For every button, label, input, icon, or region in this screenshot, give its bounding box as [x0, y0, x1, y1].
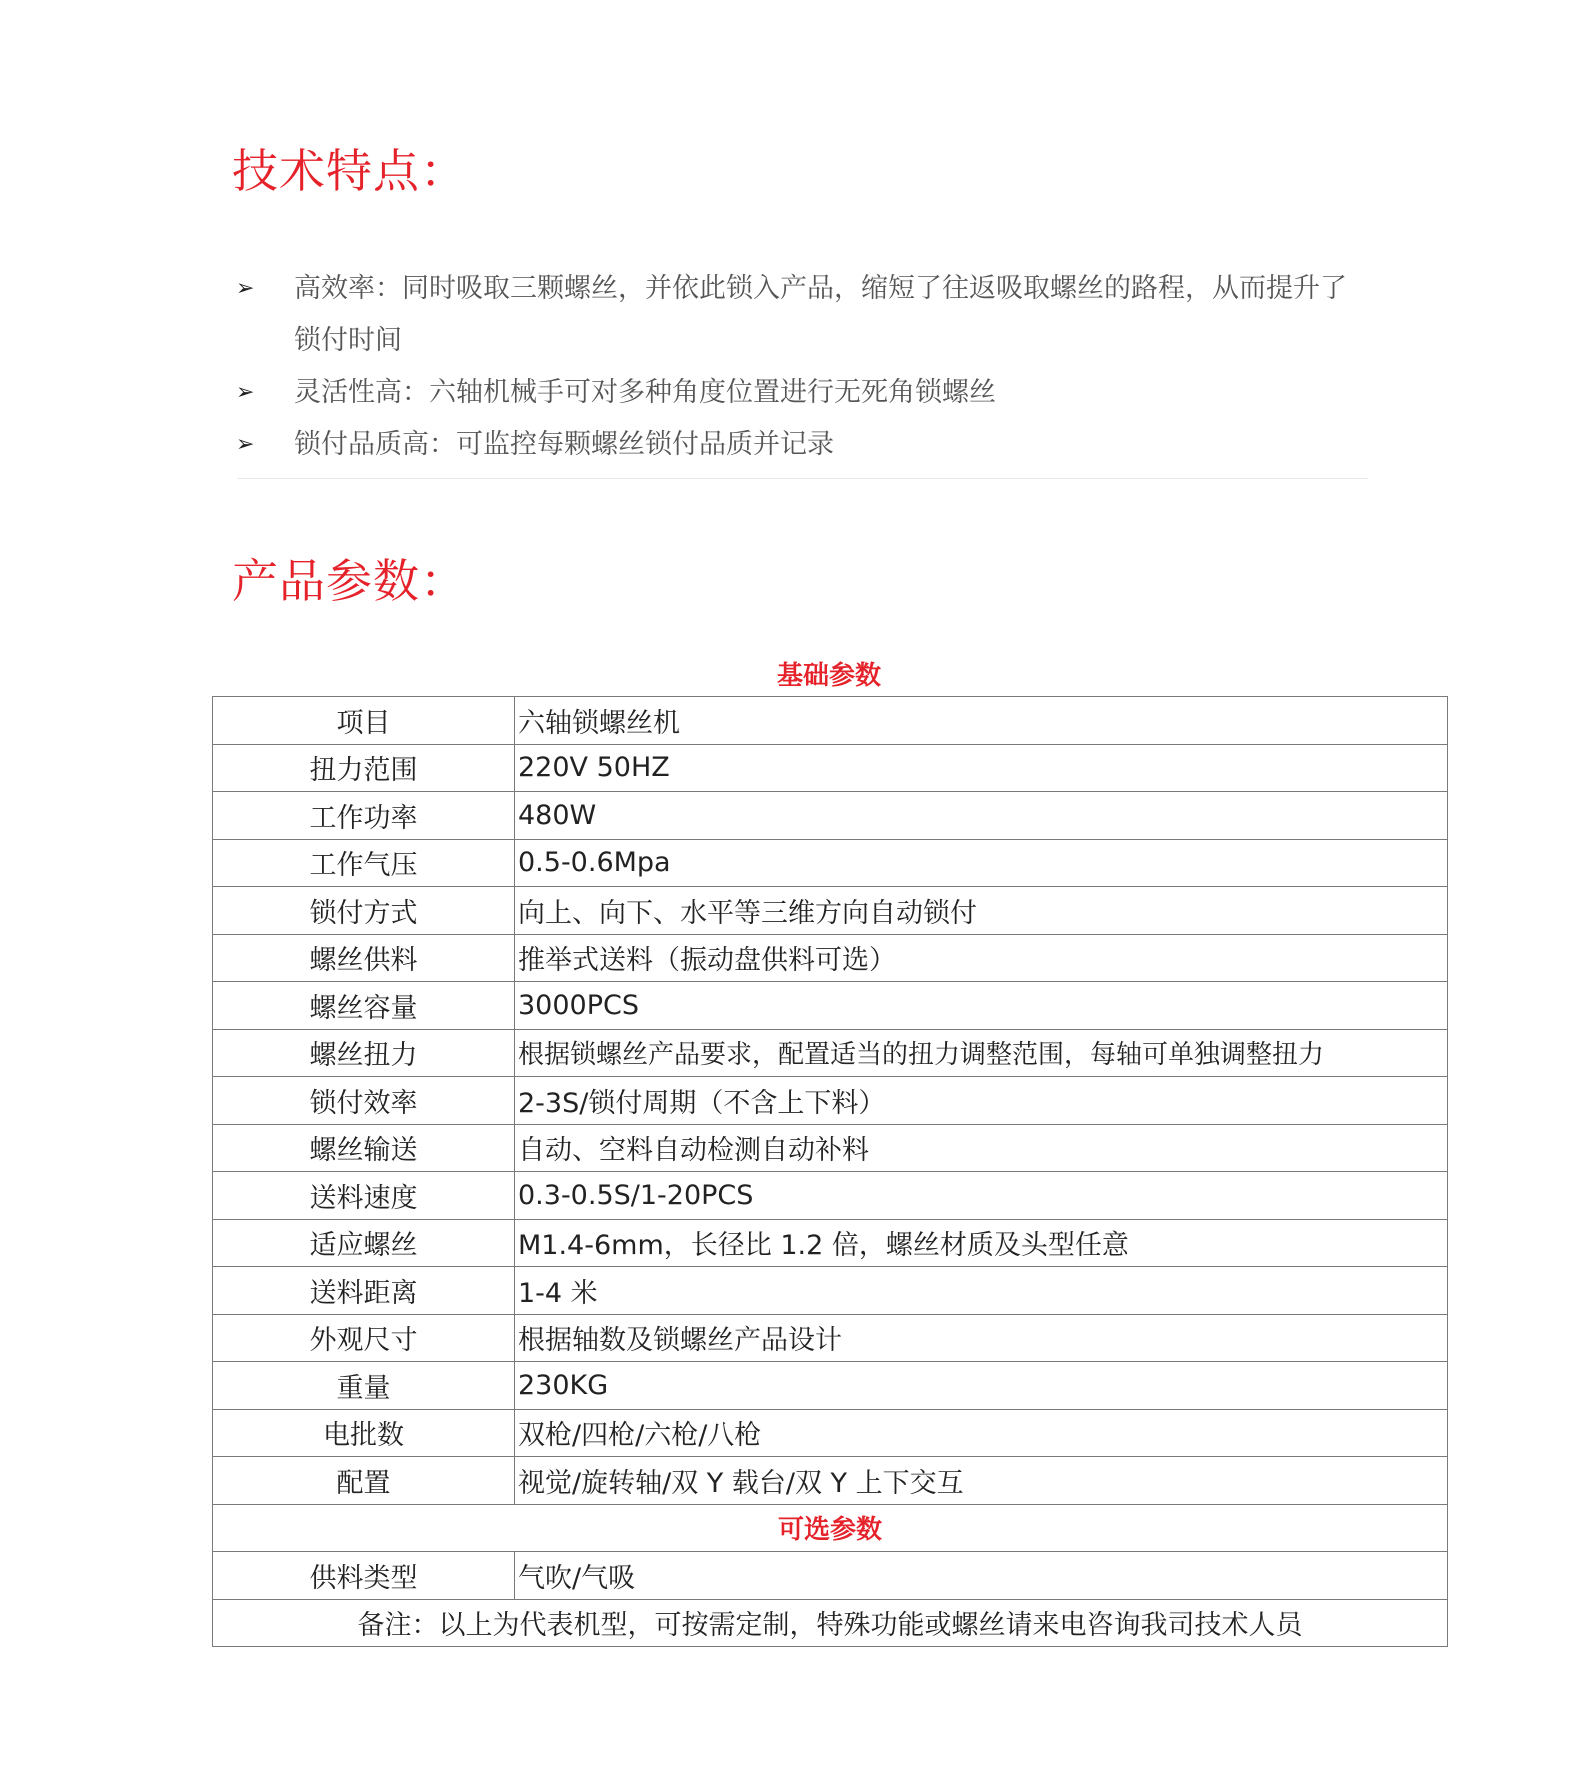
- param-label: 送料速度: [213, 1172, 515, 1220]
- table-row: [213, 1124, 1448, 1172]
- param-label: 配置: [213, 1457, 515, 1505]
- param-value: 0.5-0.6Mpa: [515, 839, 1448, 887]
- arrow-bullet-icon: ➢: [236, 380, 255, 405]
- param-label: 螺丝输送: [213, 1124, 515, 1172]
- arrow-bullet-icon: ➢: [236, 432, 255, 457]
- param-value: 2-3S/锁付周期（不含上下料）: [515, 1077, 1448, 1125]
- table-row: [213, 887, 1448, 935]
- table-row: [213, 1314, 1448, 1362]
- param-label: 螺丝扭力: [213, 1029, 515, 1077]
- table-row: [213, 839, 1448, 887]
- param-value: 480W: [515, 792, 1448, 840]
- param-value: 自动、空料自动检测自动补料: [515, 1124, 1448, 1172]
- basic-params-caption: 基础参数: [776, 661, 881, 691]
- table-row: [213, 1457, 1448, 1505]
- param-label: 外观尺寸: [213, 1314, 515, 1362]
- param-label: 重量: [213, 1362, 515, 1410]
- table-row: [213, 1219, 1448, 1267]
- table-row: [213, 744, 1448, 792]
- table-row: [213, 934, 1448, 982]
- feature-item: [236, 367, 1366, 419]
- param-value: 视觉/旋转轴/双 Y 载台/双 Y 上下交互: [515, 1457, 1448, 1505]
- params-title: 产品参数：: [232, 554, 467, 608]
- param-label: 适应螺丝: [213, 1219, 515, 1267]
- param-value: 向上、向下、水平等三维方向自动锁付: [515, 887, 1448, 935]
- features-list: [236, 263, 1366, 471]
- param-value: 220V 50HZ: [515, 744, 1448, 792]
- param-value: 双枪/四枪/六枪/八枪: [515, 1409, 1448, 1457]
- feature-item: [236, 419, 1366, 471]
- table-row: [213, 1172, 1448, 1220]
- param-value: 230KG: [515, 1362, 1448, 1410]
- table-row: [213, 1077, 1448, 1125]
- table-row: [213, 1504, 1448, 1552]
- arrow-bullet-icon: ➢: [236, 276, 255, 301]
- table-row: [213, 1599, 1448, 1647]
- param-value: 六轴锁螺丝机: [515, 697, 1448, 745]
- param-label: 工作气压: [213, 839, 515, 887]
- param-label: 扭力范围: [213, 744, 515, 792]
- table-row: [213, 1267, 1448, 1315]
- table-row: [213, 1029, 1448, 1077]
- param-label: 项目: [213, 697, 515, 745]
- params-table: [212, 696, 1448, 1647]
- table-row: [213, 792, 1448, 840]
- table-row: [213, 1552, 1448, 1600]
- param-label: 螺丝容量: [213, 982, 515, 1030]
- param-value: 气吹/气吸: [515, 1552, 1448, 1600]
- section-divider: [238, 478, 1368, 479]
- param-value: 1-4 米: [515, 1267, 1448, 1315]
- param-value: M1.4-6mm，长径比 1.2 倍，螺丝材质及头型任意: [515, 1219, 1448, 1267]
- table-row: [213, 697, 1448, 745]
- feature-text: 锁付品质高：可监控每颗螺丝锁付品质并记录: [294, 429, 834, 460]
- table-note: 备注：以上为代表机型，可按需定制，特殊功能或螺丝请来电咨询我司技术人员: [213, 1599, 1448, 1647]
- feature-text: 高效率：同时吸取三颗螺丝，并依此锁入产品，缩短了往返吸取螺丝的路程，从而提升了锁付时间: [294, 273, 1347, 356]
- table-row: [213, 1409, 1448, 1457]
- param-label: 螺丝供料: [213, 934, 515, 982]
- features-title: 技术特点：: [232, 144, 467, 198]
- param-value: 推举式送料（振动盘供料可选）: [515, 934, 1448, 982]
- table-row: [213, 982, 1448, 1030]
- param-label: 送料距离: [213, 1267, 515, 1315]
- param-value: 0.3-0.5S/1-20PCS: [515, 1172, 1448, 1220]
- feature-item: [236, 263, 1366, 367]
- param-label: 锁付方式: [213, 887, 515, 935]
- table-row: [213, 1362, 1448, 1410]
- feature-text: 灵活性高：六轴机械手可对多种角度位置进行无死角锁螺丝: [294, 377, 996, 408]
- param-value: 根据锁螺丝产品要求，配置适当的扭力调整范围，每轴可单独调整扭力: [515, 1029, 1448, 1077]
- param-value: 3000PCS: [515, 982, 1448, 1030]
- param-label: 工作功率: [213, 792, 515, 840]
- optional-params-caption: 可选参数: [213, 1504, 1448, 1552]
- param-label: 锁付效率: [213, 1077, 515, 1125]
- param-label: 供料类型: [213, 1552, 515, 1600]
- param-value: 根据轴数及锁螺丝产品设计: [515, 1314, 1448, 1362]
- param-label: 电批数: [213, 1409, 515, 1457]
